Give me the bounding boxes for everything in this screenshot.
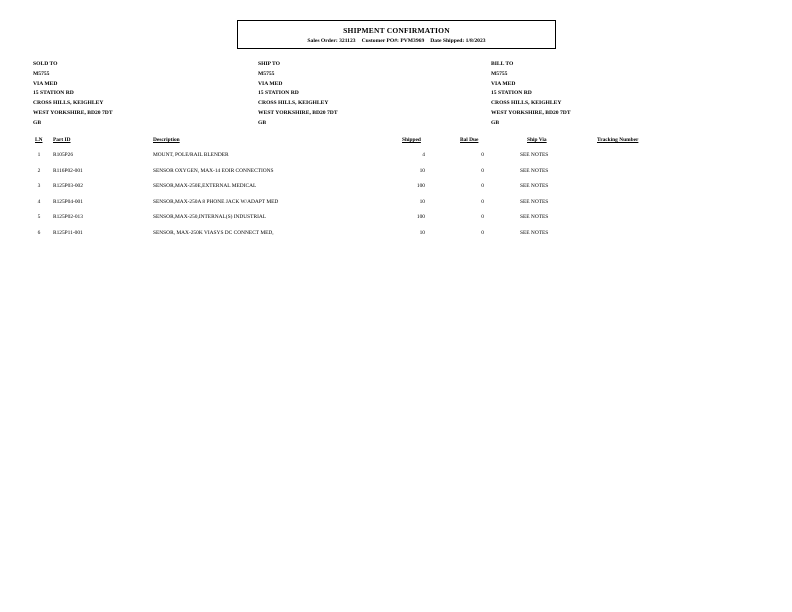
sold-to-line: CROSS HILLS, KEIGHLEY — [33, 100, 104, 107]
ship-via: SEE NOTES — [520, 214, 549, 220]
column-header-description: Description — [153, 137, 180, 143]
ship-to-line: CROSS HILLS, KEIGHLEY — [258, 100, 329, 107]
column-header-bal-due: Bal Due — [460, 137, 479, 143]
bal-due-qty: 0 — [481, 230, 484, 236]
bal-due-qty: 0 — [481, 183, 484, 189]
bal-due-qty: 0 — [481, 214, 484, 220]
shipped-qty: 10 — [419, 230, 425, 236]
sold-to-line: VIA MED — [33, 80, 58, 87]
table-row — [0, 230, 792, 242]
sold-to-line: GB — [33, 119, 42, 126]
bill-to-line: 15 STATION RD — [491, 90, 532, 97]
column-header-ship-via: Ship Via — [527, 137, 547, 143]
shipped-qty: 100 — [416, 214, 425, 220]
description: SENSOR, MAX-250K VIASYS DC CONNECT MED, — [153, 230, 274, 236]
ship-via: SEE NOTES — [520, 152, 549, 158]
ship-to-line: WEST YORKSHIRE, BD20 7DT — [258, 109, 338, 116]
ship-via: SEE NOTES — [520, 168, 549, 174]
line-number: 4 — [37, 199, 41, 205]
line-number: 6 — [37, 230, 41, 236]
ship-via: SEE NOTES — [520, 183, 549, 189]
ship-to-label: SHIP TO — [258, 61, 281, 67]
description: SENSOR,MAX-250E,EXTERNAL MEDICAL — [153, 183, 257, 189]
customer-po: Customer PO#: PVM3969 — [361, 38, 425, 44]
line-number: 2 — [37, 168, 41, 174]
bill-to-line: VIA MED — [491, 80, 516, 87]
ship-via: SEE NOTES — [520, 199, 549, 205]
line-number: 1 — [37, 152, 41, 158]
shipped-qty: 10 — [419, 168, 425, 174]
bal-due-qty: 0 — [481, 199, 484, 205]
shipped-qty: 100 — [416, 183, 425, 189]
sold-to-line: M5755 — [33, 70, 50, 77]
part-id: R116P02-001 — [53, 168, 83, 174]
description: SENSOR OXYGEN, MAX-14 EOIR CONNECTIONS — [153, 168, 274, 174]
sold-to-block — [33, 60, 113, 129]
ship-to-line: M5755 — [258, 70, 275, 77]
table-row — [0, 199, 792, 211]
sales-order: Sales Order: 321123 — [307, 38, 356, 44]
bill-to-block — [491, 60, 571, 129]
part-id: R125P02-013 — [53, 214, 83, 220]
sold-to-line: 15 STATION RD — [33, 90, 74, 97]
part-id: R125P11-001 — [53, 230, 83, 236]
line-number: 5 — [37, 214, 41, 220]
column-header-shipped: Shipped — [402, 137, 421, 143]
bill-to-label: BILL TO — [491, 61, 514, 67]
part-id: R125P03-002 — [53, 183, 83, 189]
column-header-ln: LN — [35, 137, 43, 143]
document-title: SHIPMENT CONFIRMATION — [343, 26, 450, 35]
sold-to-line: WEST YORKSHIRE, BD20 7DT — [33, 109, 113, 116]
table-row — [0, 214, 792, 226]
ship-to-line: GB — [258, 119, 267, 126]
column-header-tracking-number: Tracking Number — [597, 137, 639, 143]
column-header-part-id: Part ID — [53, 137, 71, 143]
description: SENSOR,MAX-250A 8 PHONE JACK W/ADAPT MED — [153, 199, 279, 205]
bal-due-qty: 0 — [481, 168, 484, 174]
description: MOUNT, POLE/RAIL BLENDER — [153, 152, 229, 158]
bill-to-line: GB — [491, 119, 500, 126]
table-row — [0, 168, 792, 180]
line-number: 3 — [37, 183, 41, 189]
table-row — [0, 183, 792, 195]
bill-to-line: WEST YORKSHIRE, BD20 7DT — [491, 109, 571, 116]
shipped-qty: 10 — [419, 199, 425, 205]
shipped-qty: 4 — [422, 152, 425, 158]
document-header — [237, 20, 556, 49]
table-row — [0, 152, 792, 164]
ship-to-block — [258, 60, 338, 129]
ship-via: SEE NOTES — [520, 230, 549, 236]
date-shipped: Date Shipped: 1/8/2023 — [430, 38, 486, 44]
bill-to-line: M5755 — [491, 70, 508, 77]
bal-due-qty: 0 — [481, 152, 484, 158]
part-id: R105P26 — [53, 152, 74, 158]
description: SENSOR,MAX-250,INTERNAL(S) INDUSTRIAL — [153, 214, 267, 220]
ship-to-line: VIA MED — [258, 80, 283, 87]
order-summary — [238, 38, 555, 44]
part-id: R125P04-001 — [53, 199, 83, 205]
sold-to-label: SOLD TO — [33, 61, 58, 67]
bill-to-line: CROSS HILLS, KEIGHLEY — [491, 100, 562, 107]
ship-to-line: 15 STATION RD — [258, 90, 299, 97]
